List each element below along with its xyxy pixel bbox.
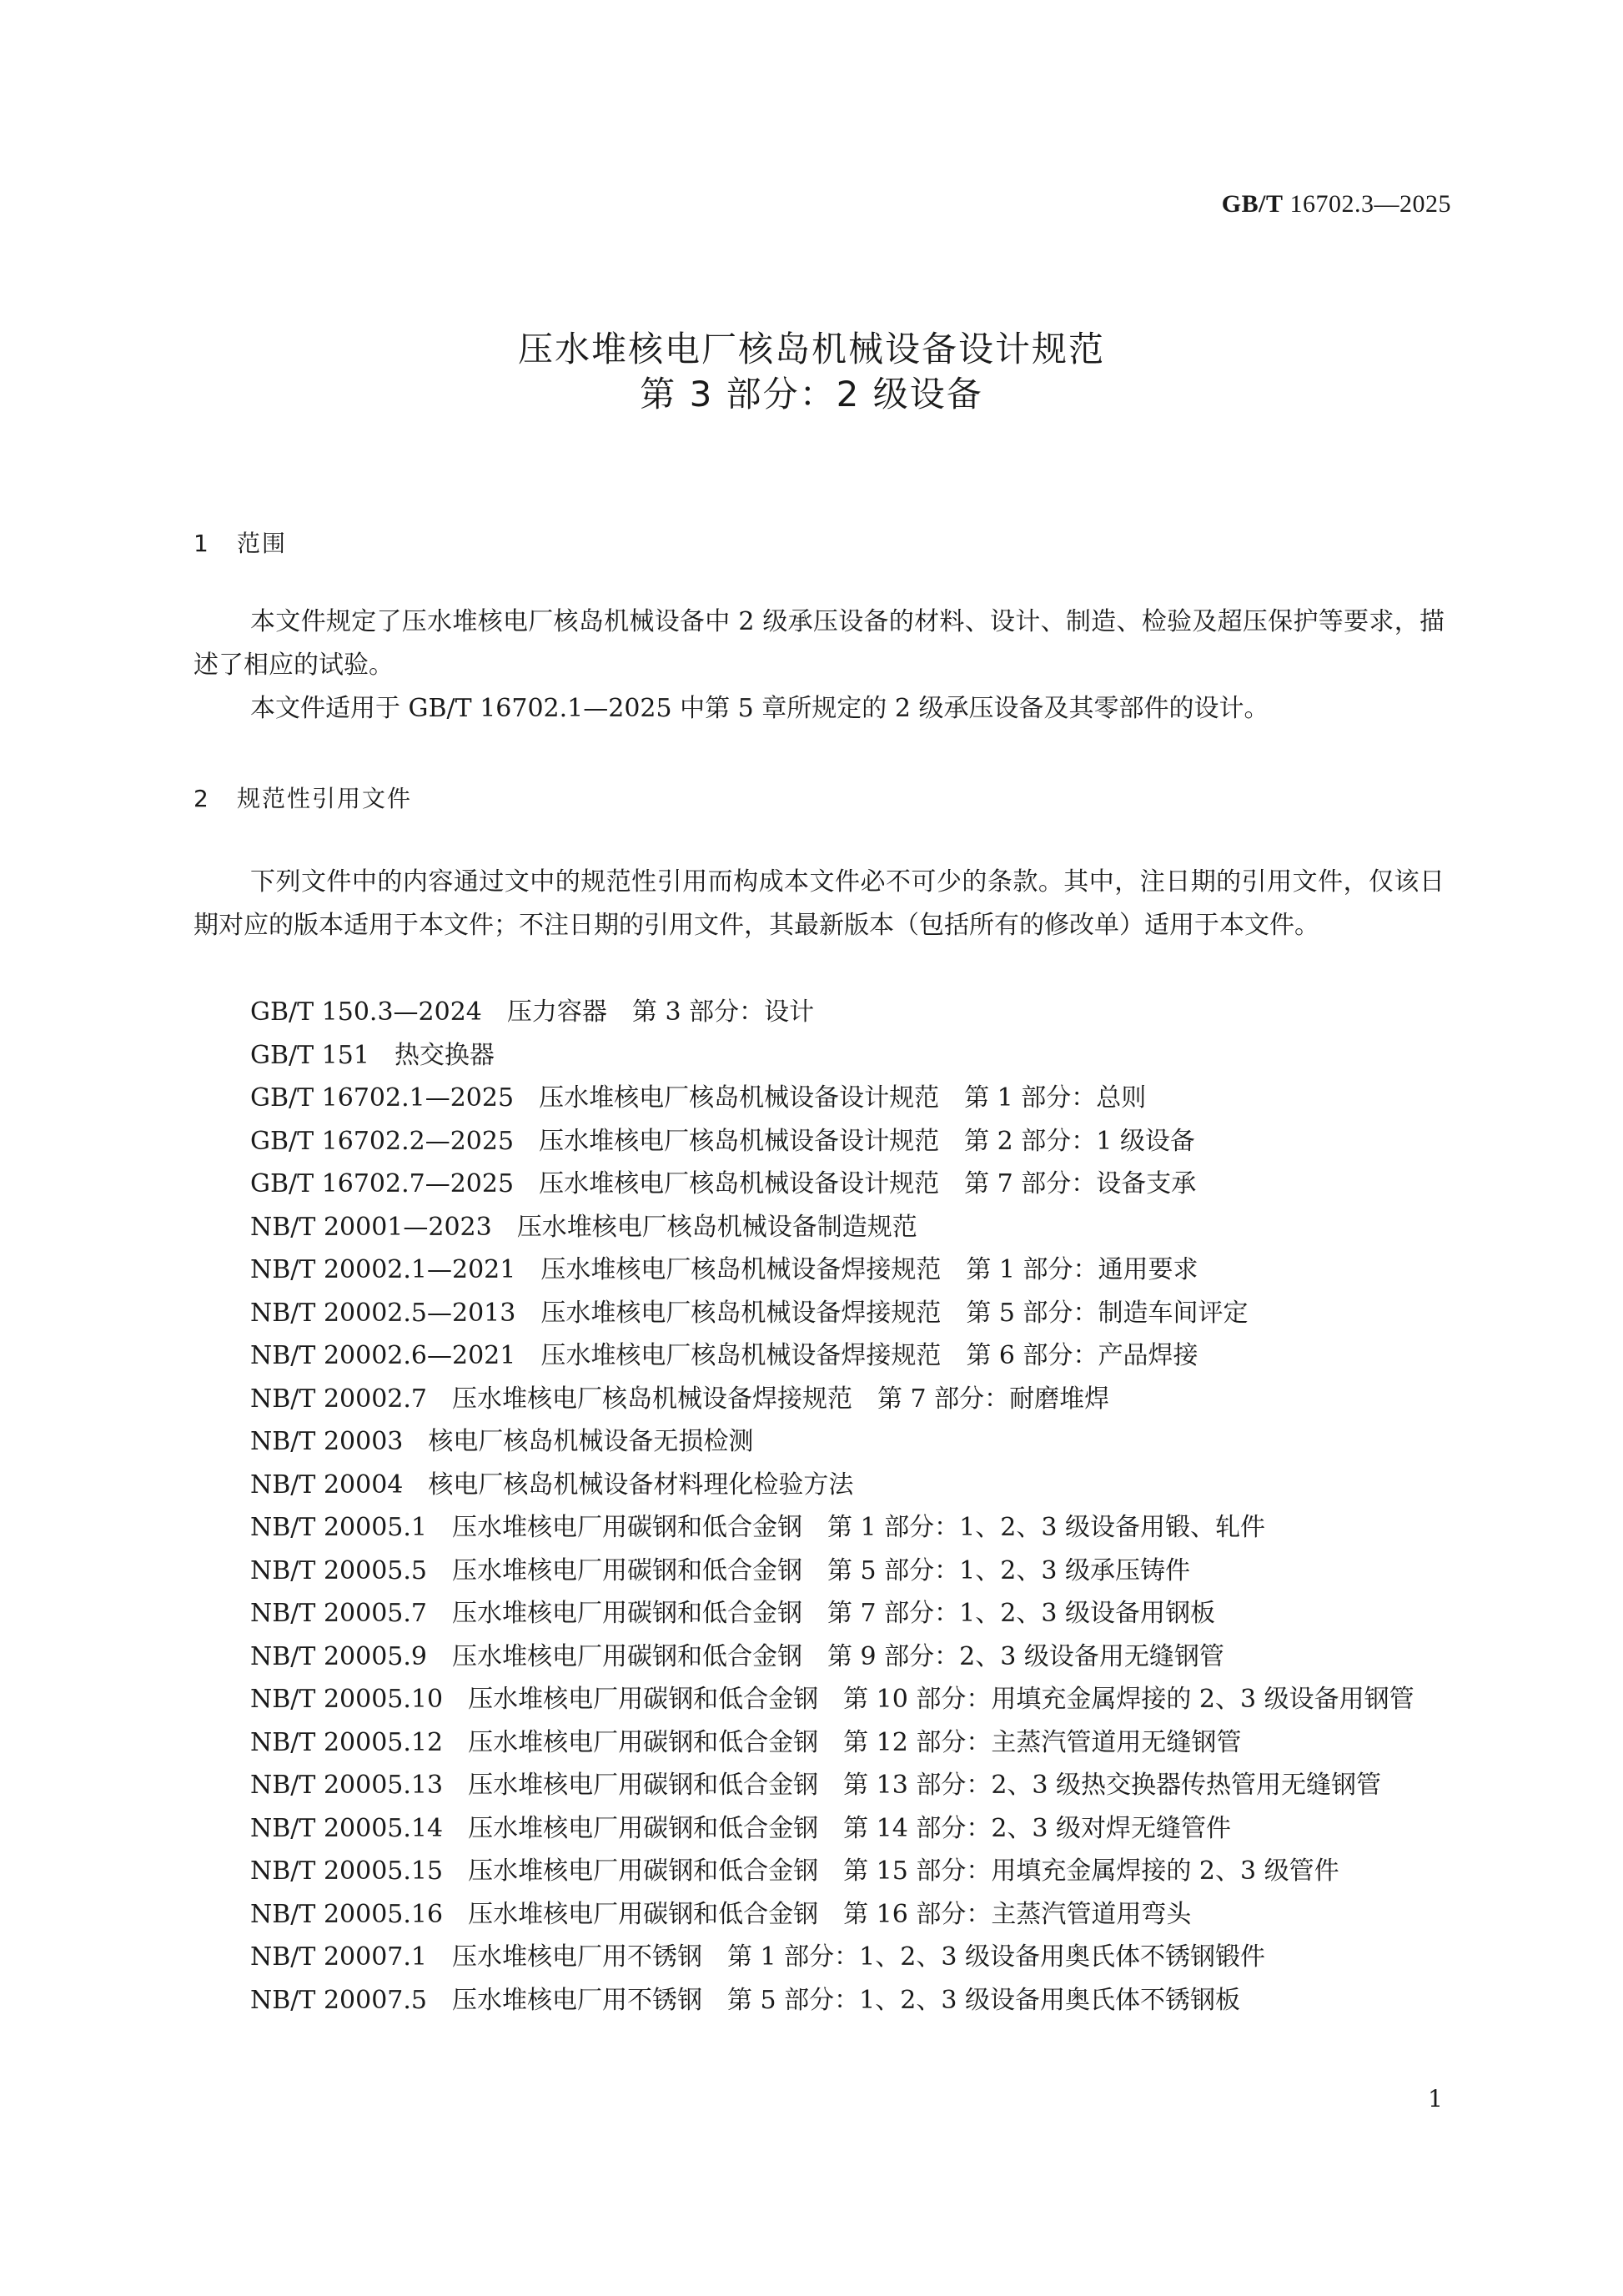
section-title: 规范性引用文件: [237, 785, 413, 812]
reference-code: NB/T 20005.12: [250, 1727, 444, 1757]
reference-item: [193, 1034, 1445, 1078]
reference-code: NB/T 20005.1: [250, 1513, 428, 1542]
reference-item: [193, 1077, 1445, 1120]
reference-code: NB/T 20005.10: [250, 1685, 444, 1714]
reference-code: NB/T 20002.5—2013: [250, 1298, 516, 1328]
reference-code: NB/T 20005.14: [250, 1813, 444, 1843]
reference-item: [193, 1506, 1445, 1550]
reference-item: [193, 1936, 1445, 1979]
reference-code: NB/T 20001—2023: [250, 1212, 492, 1242]
reference-code: NB/T 20007.5: [250, 1985, 428, 2015]
reference-list: [193, 991, 1445, 2022]
reference-item: [193, 1979, 1445, 2022]
reference-title: 压水堆核电厂用碳钢和低合金钢 第 9 部分：2、3 级设备用无缝钢管: [452, 1641, 1224, 1671]
page-number: 1: [1428, 2085, 1443, 2113]
reference-code: GB/T 16702.1—2025: [250, 1083, 515, 1113]
reference-item: [193, 1592, 1445, 1635]
reference-title: 压水堆核电厂用不锈钢 第 5 部分：1、2、3 级设备用奥氏体不锈钢板: [452, 1985, 1240, 2015]
reference-title: 核电厂核岛机械设备无损检测: [428, 1427, 754, 1456]
reference-item: [193, 1378, 1445, 1421]
reference-code: NB/T 20002.6—2021: [250, 1341, 516, 1370]
document-title: [0, 327, 1623, 417]
reference-item: [193, 1292, 1445, 1335]
reference-item: [193, 1420, 1445, 1464]
reference-item: [193, 1807, 1445, 1851]
reference-title: 压水堆核电厂用碳钢和低合金钢 第 12 部分：主蒸汽管道用无缝钢管: [468, 1727, 1242, 1757]
reference-item: [193, 1764, 1445, 1807]
section-number: 1: [193, 530, 210, 557]
reference-title: 压水堆核电厂核岛机械设备焊接规范 第 5 部分：制造车间评定: [540, 1298, 1249, 1328]
title-line-1: 压水堆核电厂核岛机械设备设计规范: [517, 329, 1105, 369]
standard-code: [1222, 190, 1451, 219]
reference-title: 压水堆核电厂核岛机械设备设计规范 第 1 部分：总则: [539, 1083, 1147, 1113]
reference-code: GB/T 150.3—2024: [250, 997, 482, 1027]
reference-title: 压水堆核电厂用碳钢和低合金钢 第 5 部分：1、2、3 级承压铸件: [452, 1555, 1190, 1585]
reference-title: 压水堆核电厂用碳钢和低合金钢 第 7 部分：1、2、3 级设备用钢板: [452, 1599, 1215, 1628]
reference-code: NB/T 20003: [250, 1427, 404, 1456]
reference-item: [193, 1120, 1445, 1163]
reference-item: [193, 1163, 1445, 1206]
reference-title: 压水堆核电厂核岛机械设备制造规范: [516, 1212, 917, 1242]
reference-code: NB/T 20005.7: [250, 1599, 428, 1628]
reference-item: [193, 1893, 1445, 1937]
reference-title: 热交换器: [394, 1040, 495, 1070]
reference-title: 压水堆核电厂用碳钢和低合金钢 第 16 部分：主蒸汽管道用弯头: [468, 1899, 1192, 1929]
reference-code: GB/T 16702.7—2025: [250, 1169, 515, 1198]
reference-item: [193, 1635, 1445, 1679]
reference-item: [193, 1678, 1445, 1721]
reference-title: 压水堆核电厂用碳钢和低合金钢 第 13 部分：2、3 级热交换器传热管用无缝钢管: [468, 1771, 1382, 1800]
reference-item: [193, 1721, 1445, 1765]
reference-code: GB/T 16702.2—2025: [250, 1126, 515, 1156]
references-intro-paragraph: 下列文件中的内容通过文中的规范性引用而构成本文件必不可少的条款。其中，注日期的引用文件，仅该日期对应的版本适用于本文件；不注日期的引用文件，其最新版本（包括所有的修改单）适用于本文件。: [193, 867, 1445, 940]
reference-title: 压水堆核电厂核岛机械设备焊接规范 第 1 部分：通用要求: [540, 1255, 1198, 1284]
reference-code: NB/T 20002.7: [250, 1384, 428, 1414]
reference-title: 压水堆核电厂核岛机械设备设计规范 第 7 部分：设备支承: [539, 1169, 1197, 1198]
reference-item: [193, 991, 1445, 1034]
scope-paragraph-1: 本文件规定了压水堆核电厂核岛机械设备中 2 级承压设备的材料、设计、制造、检验及超压保护等要求，描述了相应的试验。: [193, 607, 1445, 680]
standard-prefix: GB/T: [1221, 190, 1284, 218]
reference-title: 压水堆核电厂核岛机械设备焊接规范 第 6 部分：产品焊接: [540, 1341, 1198, 1370]
section-number: 2: [193, 785, 210, 812]
reference-title: 压水堆核电厂用碳钢和低合金钢 第 14 部分：2、3 级对焊无缝管件: [468, 1813, 1232, 1843]
reference-code: GB/T 151: [250, 1040, 369, 1070]
reference-code: NB/T 20004: [250, 1470, 404, 1500]
reference-title: 压力容器 第 3 部分：设计: [506, 997, 815, 1027]
scope-paragraph-2: 本文件适用于 GB/T 16702.1—2025 中第 5 章所规定的 2 级承压设备及其零部件的设计。: [250, 694, 1269, 723]
reference-code: NB/T 20005.5: [250, 1555, 428, 1585]
reference-code: NB/T 20005.13: [250, 1771, 444, 1800]
reference-item: [193, 1550, 1445, 1593]
title-line-2: 第 3 部分：2 级设备: [640, 374, 983, 414]
reference-code: NB/T 20002.1—2021: [250, 1255, 516, 1284]
reference-title: 核电厂核岛机械设备材料理化检验方法: [428, 1470, 854, 1500]
reference-code: NB/T 20007.1: [250, 1942, 428, 1972]
reference-title: 压水堆核电厂用碳钢和低合金钢 第 10 部分：用填充金属焊接的 2、3 级设备用钢管: [468, 1685, 1414, 1714]
reference-item: [193, 1464, 1445, 1507]
reference-title: 压水堆核电厂核岛机械设备设计规范 第 2 部分：1 级设备: [539, 1126, 1195, 1156]
reference-code: NB/T 20005.9: [250, 1641, 428, 1671]
reference-title: 压水堆核电厂核岛机械设备焊接规范 第 7 部分：耐磨堆焊: [452, 1384, 1110, 1414]
reference-item: [193, 1850, 1445, 1893]
reference-title: 压水堆核电厂用碳钢和低合金钢 第 15 部分：用填充金属焊接的 2、3 级管件: [468, 1856, 1339, 1886]
reference-item: [193, 1248, 1445, 1292]
section-title: 范围: [237, 530, 288, 557]
reference-item: [193, 1334, 1445, 1378]
reference-code: NB/T 20005.15: [250, 1856, 444, 1886]
section-heading-scope: [193, 525, 287, 559]
reference-code: NB/T 20005.16: [250, 1899, 444, 1929]
section-heading-normative-references: [193, 781, 412, 814]
reference-title: 压水堆核电厂用不锈钢 第 1 部分：1、2、3 级设备用奥氏体不锈钢锻件: [452, 1942, 1265, 1972]
reference-title: 压水堆核电厂用碳钢和低合金钢 第 1 部分：1、2、3 级设备用锻、轧件: [452, 1513, 1265, 1542]
reference-item: [193, 1206, 1445, 1249]
standard-number: 16702.3—2025: [1289, 190, 1451, 218]
